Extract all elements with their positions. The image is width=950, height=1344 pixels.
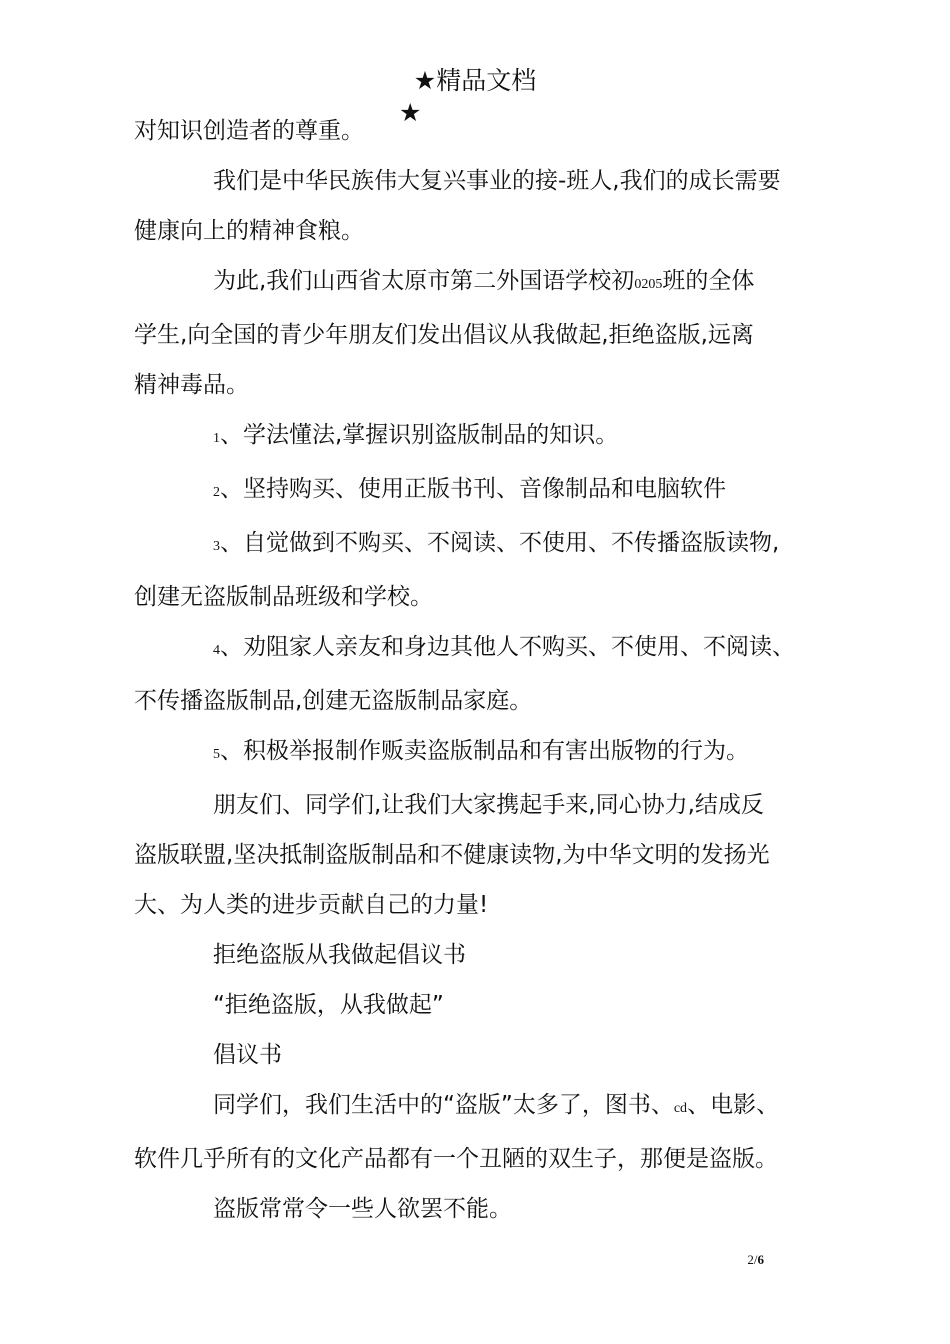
paragraph-line: 软件几乎所有的文化产品都有一个丑陋的双生子，那便是盗版。 <box>134 1146 778 1172</box>
class-number: 0205 <box>634 277 663 292</box>
paragraph-line: 为此,我们山西省太原市第二外国语学校初0205班的全体 <box>213 268 755 294</box>
paragraph-line: 不传播盗版制品,创建无盗版制品家庭。 <box>134 688 533 714</box>
page-number: 2/6 <box>747 1252 764 1267</box>
list-item: 1、学法懂法,掌握识别盗版制品的知识。 <box>213 422 619 448</box>
list-number: 5 <box>213 747 220 762</box>
list-item: 2、坚持购买、使用正版书刊、音像制品和电脑软件 <box>213 476 726 502</box>
section-title: 拒绝盗版从我做起倡议书 <box>213 942 466 968</box>
paragraph-line: 大、为人类的进步贡献自己的力量! <box>134 892 489 918</box>
header-title: ★精品文档 <box>413 66 537 95</box>
list-number: 3 <box>213 539 220 554</box>
list-item: 4、劝阻家人亲友和身边其他人不购买、不使用、不阅读、 <box>213 634 795 660</box>
paragraph-line: 朋友们、同学们,让我们大家携起手来,同心协力,结成反 <box>213 792 764 818</box>
paragraph-line: 对知识创造者的尊重。 <box>134 118 364 144</box>
section-heading: 倡议书 <box>213 1042 282 1068</box>
list-number: 2 <box>213 485 220 500</box>
paragraph-line: 同学们，我们生活中的“盗版”太多了，图书、cd、电影、 <box>213 1092 780 1118</box>
list-number: 4 <box>213 643 220 658</box>
inline-term: cd <box>673 1101 688 1116</box>
section-subtitle: “拒绝盗版，从我做起” <box>213 992 444 1018</box>
list-item: 3、自觉做到不购买、不阅读、不使用、不传播盗版读物, <box>213 530 780 556</box>
paragraph-line: 精神毒品。 <box>134 372 249 398</box>
header-star: ★ <box>399 98 422 127</box>
list-number: 1 <box>213 431 220 446</box>
paragraph-line: 创建无盗版制品班级和学校。 <box>134 584 433 610</box>
paragraph-line: 健康向上的精神食粮。 <box>134 218 364 244</box>
list-item: 5、积极举报制作贩卖盗版制品和有害出版物的行为。 <box>213 738 749 764</box>
paragraph-line: 盗版常常令一些人欲罢不能。 <box>213 1196 512 1222</box>
document-header <box>0 64 950 98</box>
document-body <box>134 106 834 1234</box>
paragraph-line: 学生,向全国的青少年朋友们发出倡议从我做起,拒绝盗版,远离 <box>134 322 754 348</box>
paragraph-line: 我们是中华民族伟大复兴事业的接-班人,我们的成长需要 <box>213 168 781 194</box>
paragraph-line: 盗版联盟,坚决抵制盗版制品和不健康读物,为中华文明的发扬光 <box>134 842 770 868</box>
